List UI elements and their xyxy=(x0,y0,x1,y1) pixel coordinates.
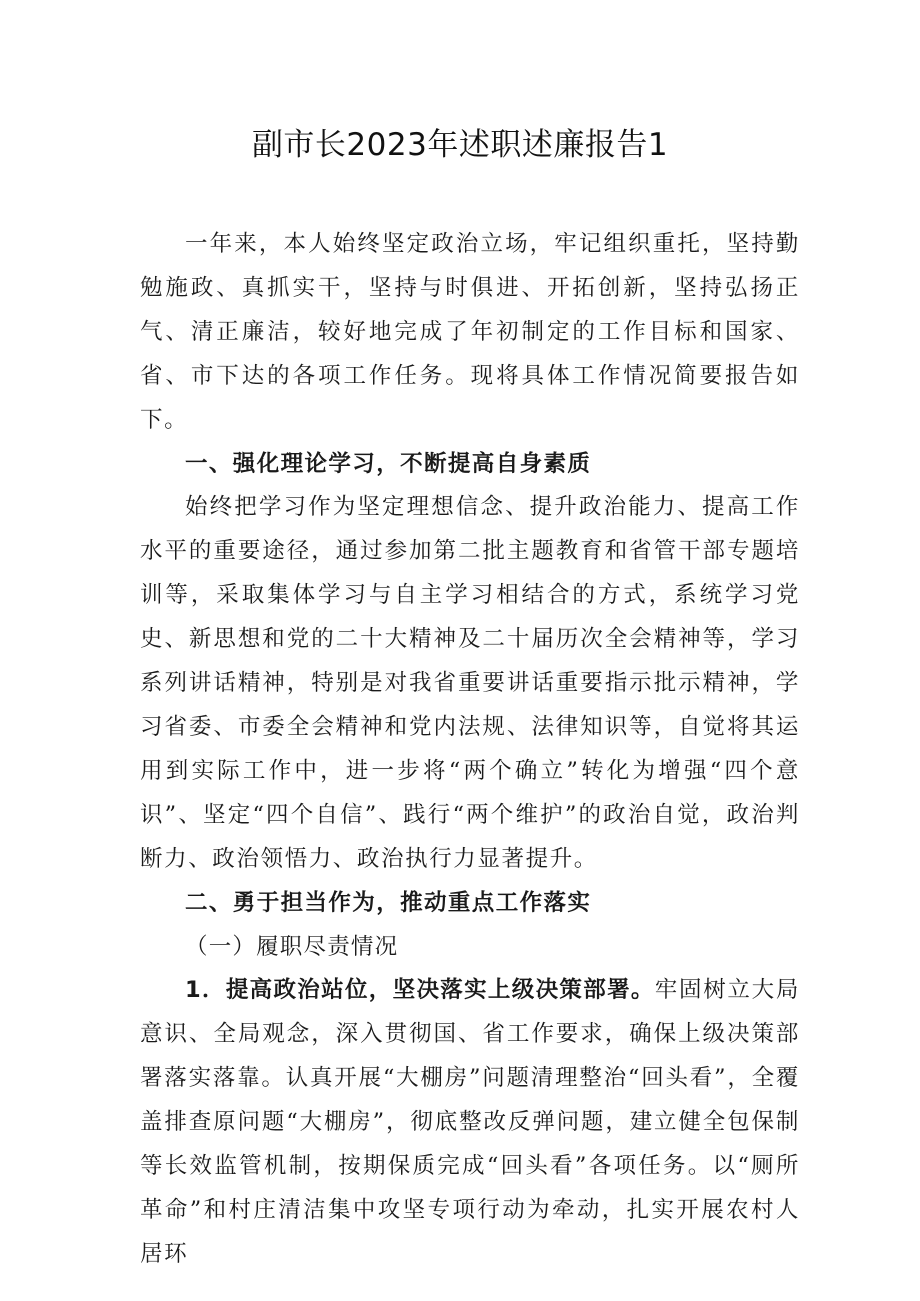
section-1-heading: 一、强化理论学习，不断提高自身素质 xyxy=(185,450,592,477)
item-1-paragraph xyxy=(140,969,800,1276)
item-1-body: 牢固树立大局意识、全局观念，深入贯彻国、省工作要求，确保上级决策部署落实落靠。认真开展“大棚房”问题清理整治“回头看”，全覆盖排查原问题“大棚房”，彻底整改反弹问题，建立健全包保制等长效监管机制，按期保质完成“回头看”各项任务。以“厕所革命”和村庄清洁集中攻坚专项行动为牵动，扎实开展农村人居环 xyxy=(140,977,800,1267)
intro-paragraph: 一年来，本人始终坚定政治立场，牢记组织重托，坚持勤勉施政、真抓实干，坚持与时俱进、开拓创新，坚持弘扬正气、清正廉洁，较好地完成了年初制定的工作目标和国家、省、市下达的各项工作任务。现将具体工作情况简要报告如下。 xyxy=(140,231,800,433)
item-1-lead: 1．提高政治站位，坚决落实上级决策部署。 xyxy=(185,977,655,1004)
document-body xyxy=(140,223,800,1277)
section-1-paragraph: 始终把学习作为坚定理想信念、提升政治能力、提高工作水平的重要途径，通过参加第二批主题教育和省管干部专题培训等，采取集体学习与自主学习相结合的方式，系统学习党史、新思想和党的二十大精神及二十届历次全会精神等，学习系列讲话精神，特别是对我省重要讲话重要指示批示精神，学习省委、市委全会精神和党内法规、法律知识等，自觉将其运用到实际工作中，进一步将“两个确立”转化为增强“四个意识”、坚定“四个自信”、践行“两个维护”的政治自觉，政治判断力、政治领悟力、政治执行力显著提升。 xyxy=(140,494,800,872)
section-2-subheading: （一）履职尽责情况 xyxy=(185,933,399,960)
document-title: 副市长2023年述职述廉报告1 xyxy=(251,127,669,163)
section-2-heading: 二、勇于担当作为，推动重点工作落实 xyxy=(185,889,592,916)
